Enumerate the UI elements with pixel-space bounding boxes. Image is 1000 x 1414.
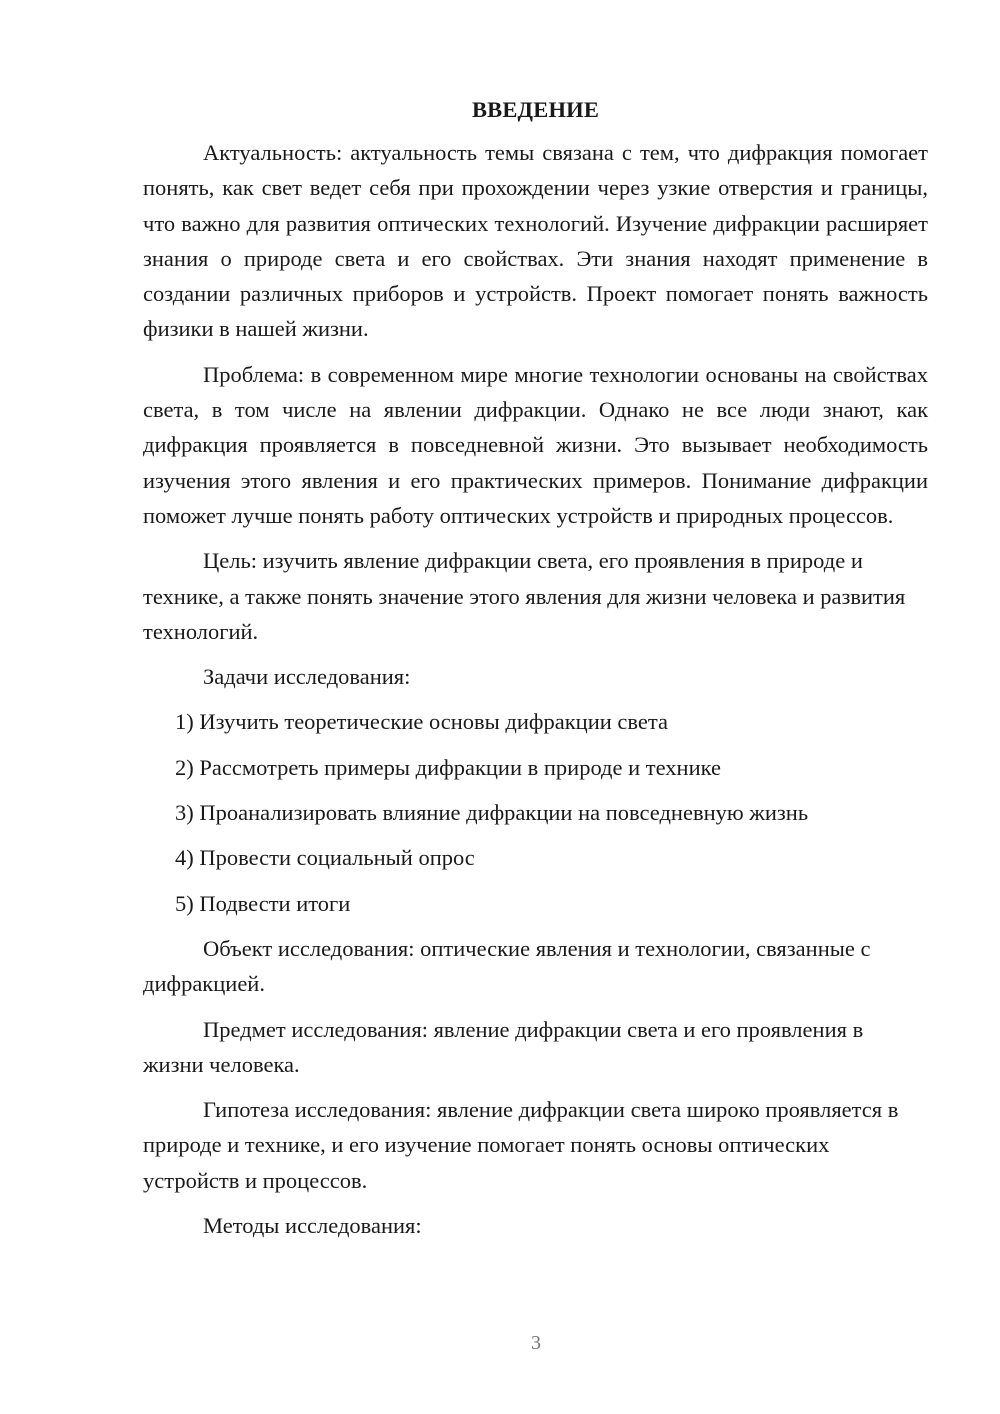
task-item: 1) Изучить теоретические основы дифракции света [175, 709, 668, 735]
paragraph-hypothesis: Гипотеза исследования: явление дифракции света широко проявляется в природе и технике, и его изучение помогает понять основы оптических устройств и процессов. [143, 1097, 899, 1193]
tasks-heading: Задачи исследования: [203, 664, 411, 690]
page-content [143, 95, 928, 1253]
task-item: 3) Проанализировать влияние дифракции на повседневную жизнь [175, 800, 809, 826]
task-item: 4) Провести социальный опрос [175, 845, 475, 871]
tasks-list [143, 704, 928, 920]
task-item: 2) Рассмотреть примеры дифракции в природе и технике [175, 754, 721, 780]
paragraph-relevance: Актуальность: актуальность темы связана с тем, что дифракция помогает понять, как свет ведет себя при прохождении через узкие отверстия и границы, что важно для развития оптических технологий. Изучение дифракции расширяет знания о природе света и его свойствах. Эти знания находят применение в создании различных приборов и устройств. Проект помогает понять важность физики в нашей жизни. [143, 140, 928, 342]
task-item: 5) Подвести итоги [175, 890, 351, 916]
methods-heading: Методы исследования: [203, 1213, 422, 1239]
page-number: 3 [531, 1332, 541, 1354]
paragraph-goal: Цель: изучить явление дифракции света, его проявления в природе и технике, а также понять значение этого явления для жизни человека и развития технологий. [143, 548, 906, 644]
section-title: ВВЕДЕНИЕ [471, 97, 600, 122]
paragraph-object: Объект исследования: оптические явления и технологии, связанные с дифракцией. [143, 935, 871, 997]
paragraph-problem: Проблема: в современном мире многие технологии основаны на свойствах света, в том числе на явлении дифракции. Однако не все люди знают, как дифракция проявляется в повседневной жизни. Это вызывает необходимость изучения этого явления и его практических примеров. Понимание дифракции поможет лучше понять работу оптических устройств и природных процессов. [143, 361, 928, 528]
paragraph-subject: Предмет исследования: явление дифракции света и его проявления в жизни человека. [143, 1016, 864, 1077]
